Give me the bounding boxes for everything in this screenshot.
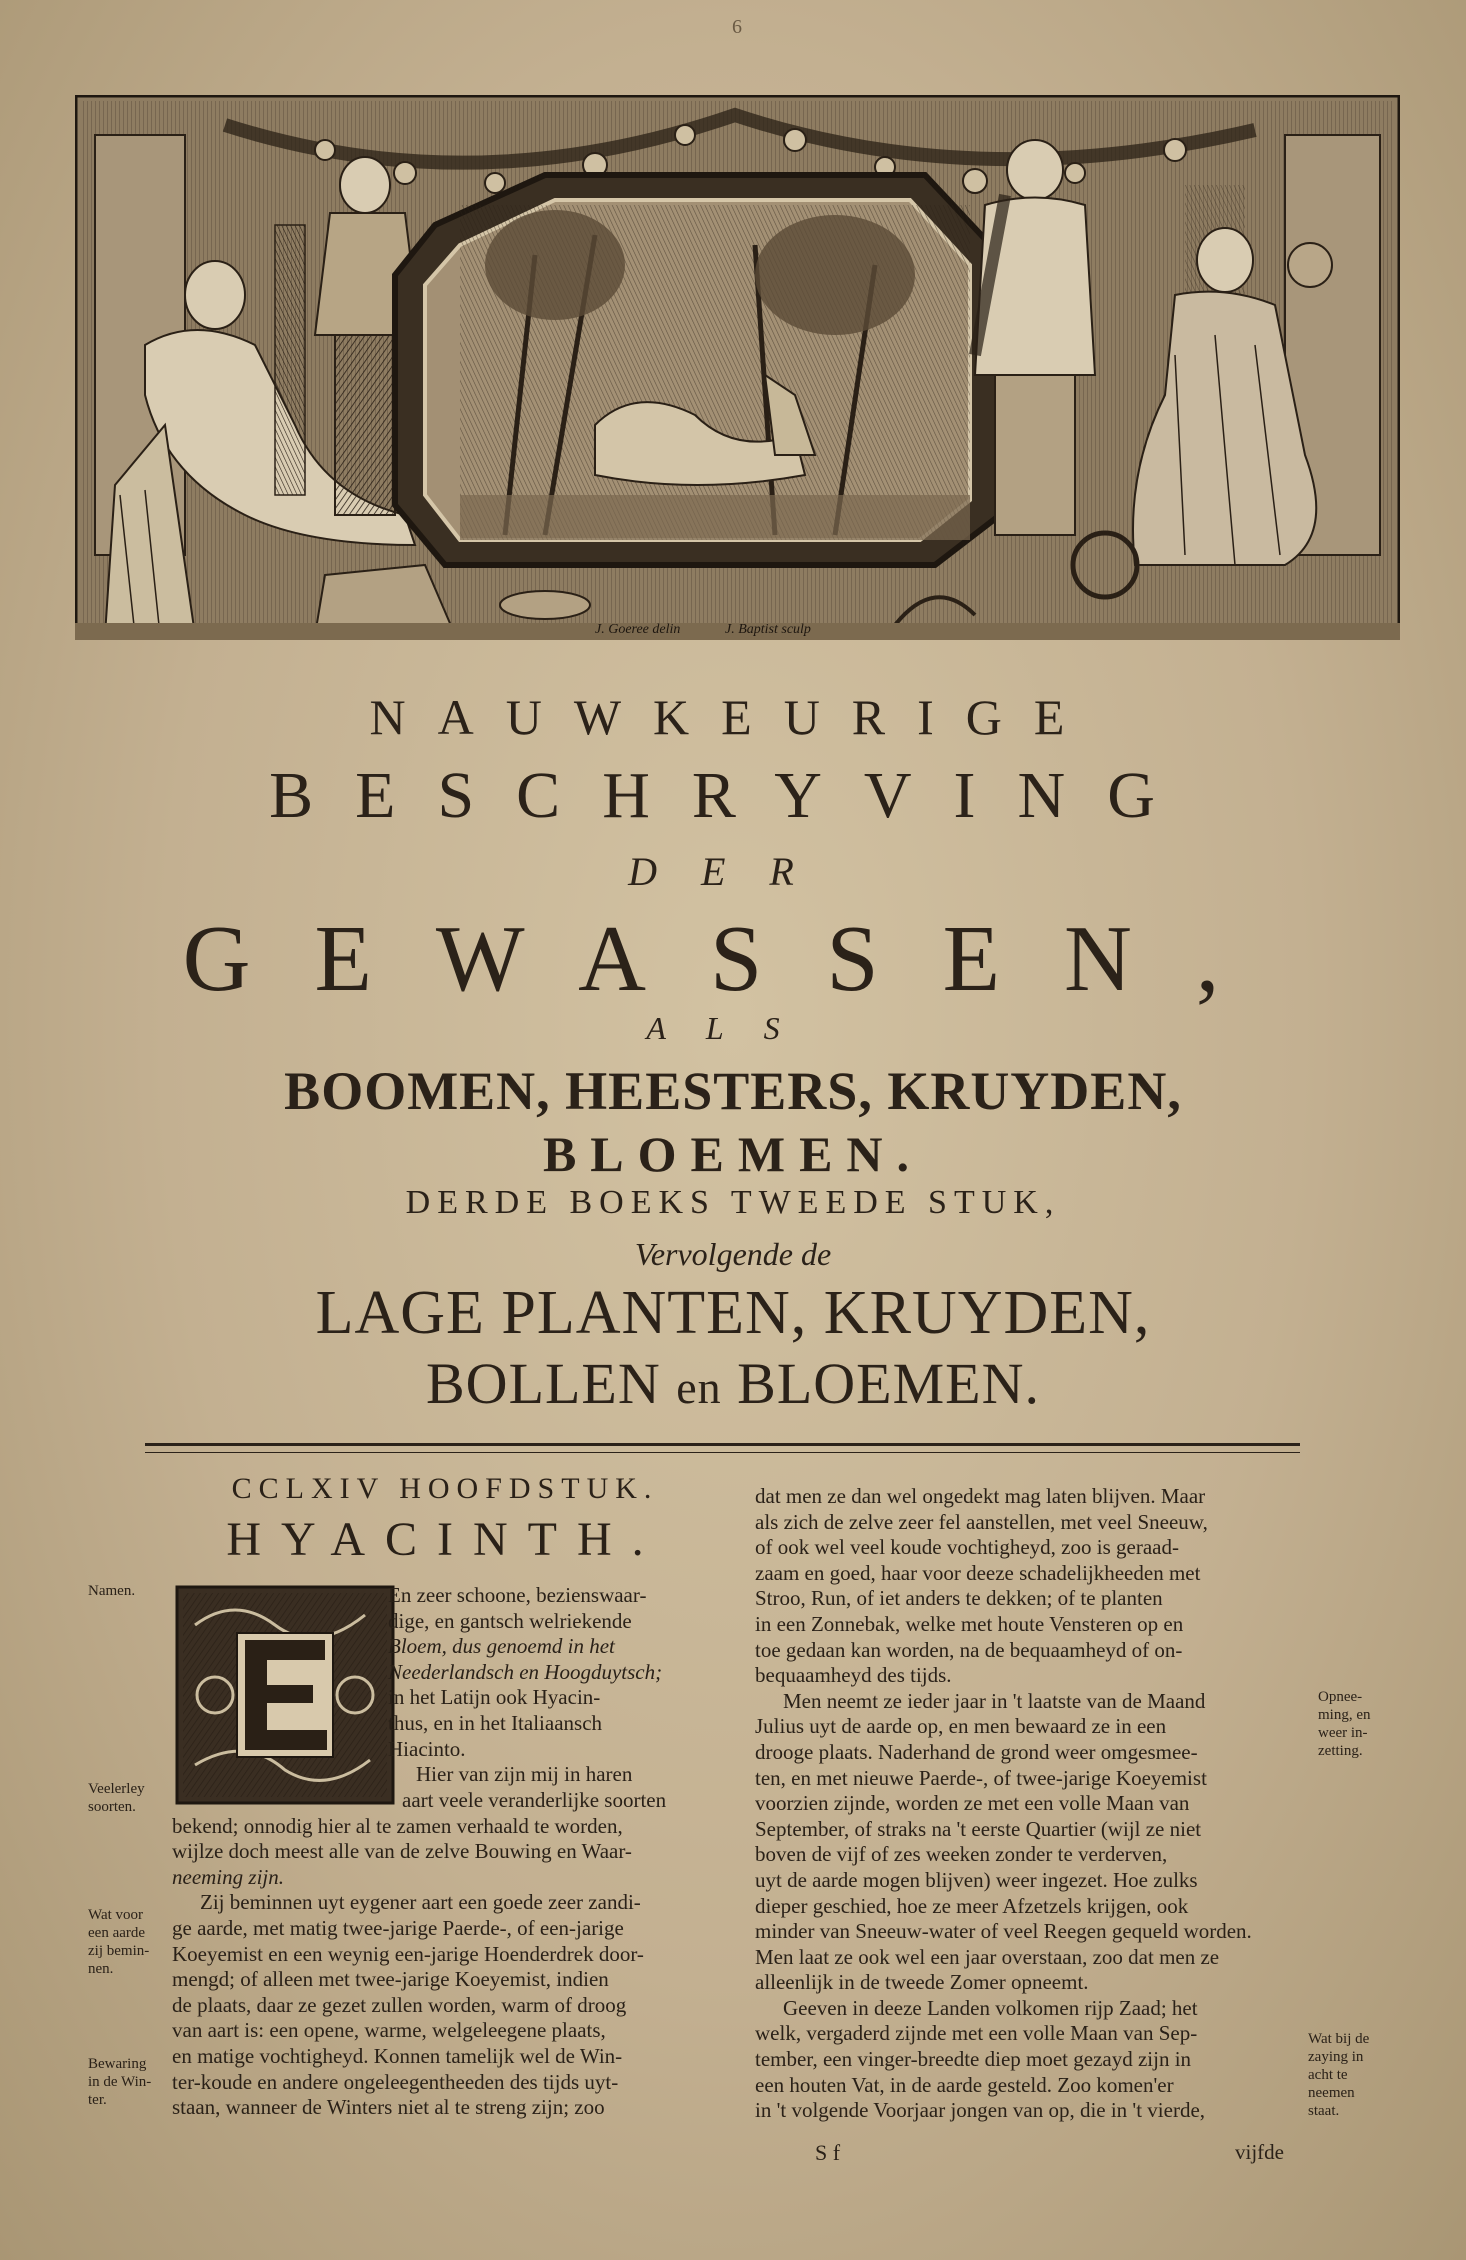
margin-note-line: acht te bbox=[1308, 2067, 1348, 2083]
text-line: thus, en in het Italiaansch bbox=[388, 1710, 603, 1735]
title-line-der: DER bbox=[628, 849, 838, 894]
margin-note-line: ter. bbox=[88, 2092, 107, 2108]
text-line: alleenlijk in de tweede Zomer opneemt. bbox=[755, 1970, 1089, 1995]
text-line: uyt de aarde mogen blijven) weer ingezet. Hoe zulks bbox=[755, 1867, 1198, 1892]
title-line-derde-boeks: DERDE BOEKS TWEEDE STUK, bbox=[405, 1184, 1061, 1221]
margin-note-line: neemen bbox=[1308, 2085, 1355, 2101]
left-column-intro bbox=[388, 1583, 728, 1788]
text-line: mengd; of alleen met twee-jarige Koeyemist, indien bbox=[172, 1967, 609, 1992]
margin-note-line: Namen. bbox=[88, 1583, 136, 1599]
text-line: September, of straks na 't eerste Quartier (wijl ze niet bbox=[755, 1816, 1202, 1841]
margin-note-opneeming bbox=[1318, 1688, 1371, 1760]
margin-note-watvoor bbox=[88, 1906, 149, 1978]
margin-note-line: zij bemin- bbox=[88, 1943, 150, 1959]
text-line: staan, wanneer de Winters niet al te streng zijn; zoo bbox=[172, 2095, 605, 2120]
text-line: ter-koude en andere ongeleegentheeden des tijds uyt- bbox=[172, 2069, 619, 2094]
title-rule bbox=[145, 1443, 1300, 1446]
text-line: dat men ze dan wel ongedekt mag laten blijven. Maar bbox=[755, 1484, 1206, 1508]
margin-note-bewaring bbox=[88, 2055, 151, 2109]
margin-note-line: in de Win- bbox=[88, 2074, 152, 2090]
text-line: in het Latijn ook Hyacin- bbox=[388, 1685, 601, 1710]
text-line: Hier van zijn mij in haren bbox=[416, 1762, 633, 1787]
margin-note-veelerley bbox=[88, 1780, 145, 1816]
margin-note-line: weer in- bbox=[1318, 1725, 1368, 1741]
engraver-credit-left: J. Goeree delin bbox=[595, 622, 681, 637]
margin-note-line: zetting. bbox=[1318, 1743, 1363, 1759]
margin-note-line: soorten. bbox=[88, 1799, 136, 1815]
title-line-als: ALS bbox=[646, 1010, 820, 1046]
title-en: en bbox=[676, 1362, 722, 1413]
engraving-illustration bbox=[75, 95, 1400, 640]
title-line-nauwkeurige: NAUWKEURIGE bbox=[369, 689, 1097, 745]
margin-note-line: ming, en bbox=[1318, 1707, 1371, 1723]
central-cartouche bbox=[395, 175, 1000, 565]
title-line-lage-planten: LAGE PLANTEN, KRUYDEN, bbox=[315, 1279, 1151, 1347]
margin-note-namen bbox=[88, 1582, 135, 1600]
text-line: welk, vergaderd zijnde met een volle Maan van Sep- bbox=[755, 2021, 1198, 2046]
margin-note-line: Opnee- bbox=[1318, 1689, 1363, 1705]
title-line-boomen: BOOMEN, HEESTERS, KRUYDEN, bbox=[284, 1061, 1182, 1121]
text-line: Hiacinto. bbox=[388, 1736, 466, 1761]
text-line: dige, en gantsch welriekende bbox=[388, 1608, 632, 1633]
text-line: Koeyemist en een weynig een-jarige Hoenderdrek door- bbox=[172, 1941, 644, 1966]
text-line: Men laat ze ook wel een jaar overstaan, zoo dat men ze bbox=[755, 1944, 1220, 1969]
catchword: vijfde bbox=[1235, 2140, 1284, 2164]
margin-note-line: zaying in bbox=[1308, 2049, 1364, 2065]
text-line: als zich de zelve zeer fel aanstellen, met veel Sneeuw, bbox=[755, 1509, 1208, 1534]
text-line: in een Zonnebak, welke met houte Vensteren op en bbox=[755, 1611, 1184, 1636]
text-line: van aart is: een opene, warme, welgeleegene plaats, bbox=[172, 2018, 606, 2043]
decorated-initial-e bbox=[175, 1585, 395, 1805]
title-line-bollen bbox=[0, 1350, 1466, 1417]
text-line: voorzien zijnde, worden ze met een volle Maan van bbox=[755, 1791, 1190, 1816]
text-line: ten, en met nieuwe Paerde-, of twee-jarige Koeyemist bbox=[755, 1765, 1207, 1790]
signature-mark: S f bbox=[815, 2140, 841, 2165]
text-line: of ook wel veel koude vochtigheyd, zoo is geraad- bbox=[755, 1535, 1179, 1560]
title-bloemen: BLOEMEN. bbox=[737, 1351, 1040, 1416]
frontispiece-engraving bbox=[75, 95, 1400, 640]
title-line-bloemen: BLOEMEN. bbox=[542, 1126, 924, 1182]
margin-note-line: Wat bij de bbox=[1308, 2031, 1370, 2047]
margin-note-line: Bewaring bbox=[88, 2056, 147, 2072]
text-line: bekend; onnodig hier al te zamen verhaald te worden, bbox=[172, 1813, 623, 1838]
title-line-gewassen: GEWASSEN, bbox=[182, 907, 1284, 1011]
text-line: een houten Vat, in de aarde gesteld. Zoo komen'er bbox=[755, 2072, 1174, 2097]
text-line: bequaamheyd des tijds. bbox=[755, 1663, 952, 1688]
page-mark: 6 bbox=[732, 16, 742, 38]
text-line: Men neemt ze ieder jaar in 't laatste van de Maand bbox=[783, 1688, 1206, 1713]
text-line: Stroo, Run, of iet anders te dekken; of te planten bbox=[755, 1586, 1163, 1611]
text-line: aart veele veranderlijke soorten bbox=[402, 1788, 667, 1812]
text-line: zaam en goed, haar voor deeze schadelijkheeden met bbox=[755, 1560, 1201, 1585]
text-line: toe gedaan kan worden, na de bequaamheyd of on- bbox=[755, 1637, 1183, 1662]
chapter-heading: HYACINTH. bbox=[226, 1513, 664, 1566]
margin-note-line: Wat voor bbox=[88, 1907, 144, 1923]
title-line-beschryving: BESCHRYVING bbox=[269, 759, 1197, 832]
text-line: ge aarde, met matig twee-jarige Paerde-, of een-jarige bbox=[172, 1915, 624, 1940]
margin-note-line: nen. bbox=[88, 1961, 114, 1977]
text-line: minder van Sneeuw-water of veel Reegen gequeld worden. bbox=[755, 1919, 1252, 1944]
margin-note-line: staat. bbox=[1308, 2103, 1340, 2119]
text-line: de plaats, daar ze gezet zullen worden, warm of droog bbox=[172, 1992, 627, 2017]
text-line: Julius uyt de aarde op, en men bewaard ze in een bbox=[755, 1714, 1167, 1739]
text-line: Geeven in deeze Landen volkomen rijp Zaad; het bbox=[783, 1995, 1198, 2020]
chapter-number: CCLXIV HOOFDSTUK. bbox=[231, 1472, 659, 1505]
text-line: tember, een vinger-breedte diep moet gezayd zijn in bbox=[755, 2047, 1192, 2072]
text-line: Neederlandsch en Hoogduytsch; bbox=[388, 1659, 663, 1684]
text-line: dieper geschied, hoe ze meer Afzetzels krijgen, ook bbox=[755, 1893, 1189, 1918]
margin-note-line: Veelerley bbox=[88, 1781, 145, 1797]
title-rule-thin bbox=[145, 1452, 1300, 1453]
text-line: boven de vijf of zes weeken zonder te verderven, bbox=[755, 1842, 1168, 1867]
engraver-credit-right: J. Baptist sculp bbox=[725, 622, 811, 637]
title-line-vervolgende: Vervolgende de bbox=[634, 1236, 832, 1272]
margin-note-watbij bbox=[1308, 2030, 1369, 2120]
text-line: drooge plaats. Naderhand de grond weer omgesmee- bbox=[755, 1739, 1198, 1764]
text-line: neeming zijn. bbox=[172, 1864, 284, 1889]
text-line: En zeer schoone, bezienswaar- bbox=[388, 1583, 647, 1607]
margin-note-line: een aarde bbox=[88, 1925, 146, 1941]
text-line: wijlze doch meest alle van de zelve Bouwing en Waar- bbox=[172, 1839, 632, 1864]
right-column-body bbox=[755, 1484, 1315, 2124]
title-bollen: BOLLEN bbox=[426, 1351, 661, 1416]
text-line: Bloem, dus genoemd in het bbox=[388, 1634, 615, 1659]
left-column-body bbox=[172, 1788, 732, 2121]
text-line: en matige vochtigheyd. Konnen tamelijk wel de Win- bbox=[172, 2043, 623, 2068]
text-line: Zij beminnen uyt eygener aart een goede zeer zandi- bbox=[200, 1890, 641, 1915]
text-line: in 't volgende Voorjaar jongen van op, die in 't vierde, bbox=[755, 2098, 1206, 2123]
